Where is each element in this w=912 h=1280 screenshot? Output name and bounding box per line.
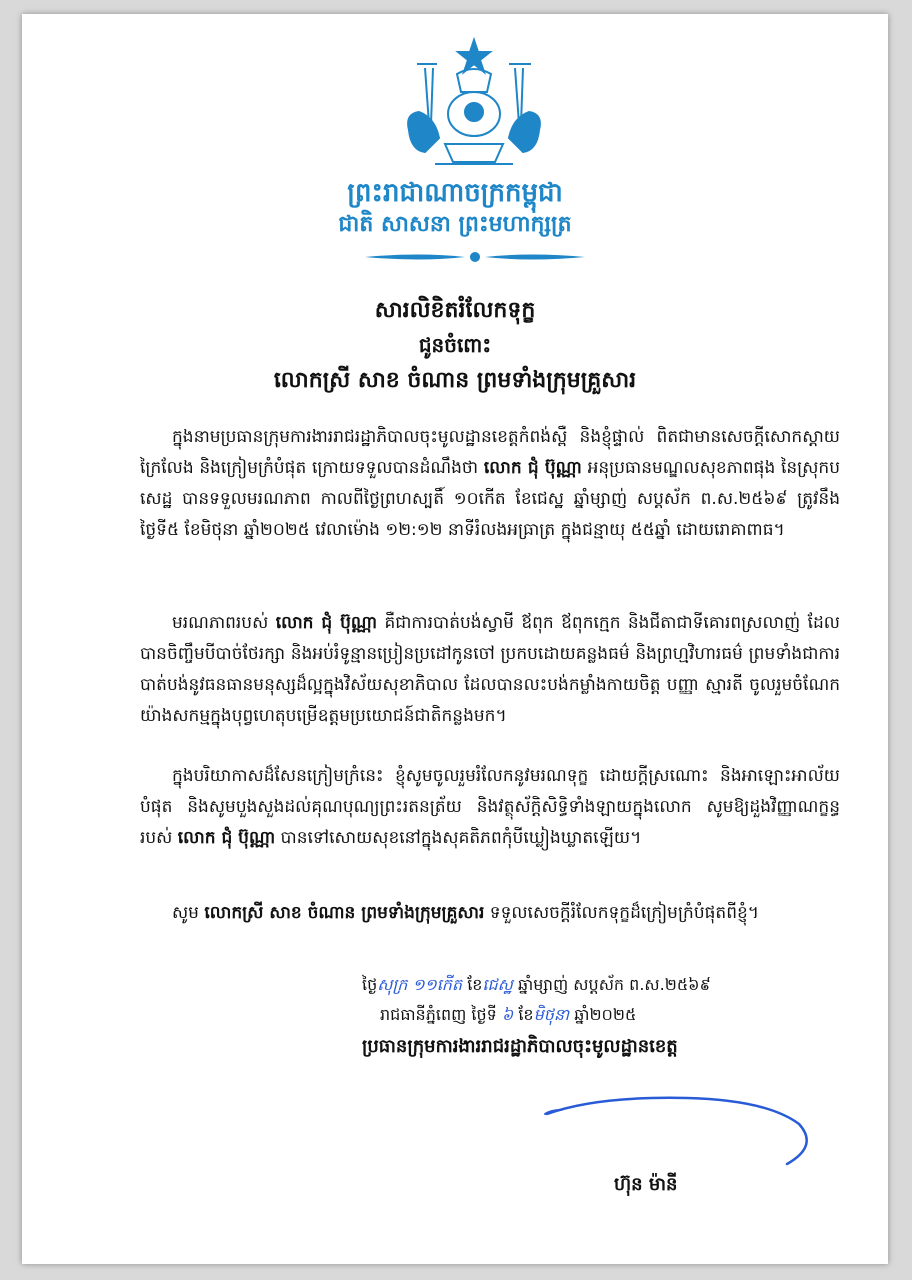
letter-page <box>22 14 888 1264</box>
paragraph-3 <box>140 761 840 854</box>
letter-recipient: លោកស្រី សាខ ចំណាន ព្រមទាំងក្រុមគ្រួសារ <box>273 368 637 393</box>
date-place-prefix: រាជធានីភ្នំពេញ ថ្ងៃទី <box>380 1005 497 1024</box>
paragraph-2-text-b: គឺជាការបាត់បង់ស្វាមី ឪពុក ឪពុកក្មេក និងជីតាជាទីគោរពស្រលាញ់ ដែលបានចិញ្ចឹមបីបាច់ថែរក្សា និងអប់រំទូន្មានប្រៀនប្រដៅកូនចៅ ប្រកបដោយគន្លងធម៌ និងព្រហ្មវិហារធម៌ ព្រមទាំងជាការបាត់បង់នូវធនធានមនុស្សដ៏ល្អក្នុងវិស័យសុខាភិបាល ដែលបានលះបង់កម្លាំងកាយចិត្ត បញ្ញា ស្មារតី ចូលរួមចំណែកយ៉ាងសកម្មក្នុងបុព្វហេតុបម្រើឧត្តមប្រយោជន៍ជាតិកន្លងមក។ <box>140 613 840 726</box>
deceased-name: លោក ជុំ ប៊ុណ្ណា <box>483 458 582 478</box>
deceased-name: លោក ជុំ ប៊ុណ្ណា <box>177 828 276 848</box>
paragraph-1-text-a: ក្នុងនាមប្រធានក្រុមការងាររាជរដ្ឋាភិបាលចុះមូលដ្ឋានខេត្តកំពង់ស្ពឺ និងខ្ញុំផ្ទាល់ ពិតជាមានសេចក្តីសោកស្តាយក្រៃលែង និងក្រៀមក្រំបំផុត ក្រោយទទួលបានដំណឹងថា <box>140 427 840 478</box>
divider-ornament <box>365 250 585 264</box>
date-year2: ឆ្នាំ២០២៥ <box>574 1005 637 1024</box>
paragraph-4 <box>140 898 840 929</box>
date-year-text: ឆ្នាំម្សាញ់ សប្តស័ក ព.ស.២៥៦៩ <box>517 975 711 994</box>
paragraph-1-text-b: អនុប្រធានមណ្ឌលសុខភាពផុង នៃស្រុកបសេដ្ឋ បានទទួលមរណភាព កាលពីថ្ងៃព្រហស្បតិ៍ ១០កើត ខែជេស្ឋ ឆ្នាំម្សាញ់ សប្តស័ក ព.ស.២៥៦៩ ត្រូវនឹងថ្ងៃទី៥ ខែមិថុនា ឆ្នាំ២០២៥ វេលាម៉ោង ១២:១២ នាទីរំលងអធ្រាត្រ ក្នុងជន្មាយុ ៥៥ឆ្នាំ ដោយរោគាពាធ។ <box>140 458 841 540</box>
date-day-prefix: ថ្ងៃ <box>362 975 378 994</box>
date-month-prefix: ខែ <box>467 975 483 994</box>
national-motto: ជាតិ សាសនា ព្រះមហាក្សត្រ <box>338 212 572 237</box>
date-month2-prefix: ខែ <box>518 1005 534 1024</box>
handwritten-month: មិថុនា <box>533 1005 570 1024</box>
paragraph-4-text-a: សូម <box>172 903 199 923</box>
kingdom-heading: ព្រះរាជាណាចក្រកម្ពុជា <box>347 178 563 208</box>
recipient-name: លោកស្រី សាខ ចំណាន ព្រមទាំងក្រុមគ្រួសារ <box>204 903 485 923</box>
handwritten-lunar-month: ជេស្ឋ <box>482 975 513 994</box>
deceased-name: លោក ជុំ ប៊ុណ្ណា <box>275 613 378 633</box>
paragraph-2-text-a: មរណភាពរបស់ <box>172 613 269 633</box>
paragraph-4-text-b: ទទួលសេចក្តីរំលែកទុក្ខដ៏ក្រៀមក្រំបំផុតពីខ្ញុំ។ <box>489 903 759 923</box>
handwritten-lunar-day: សុក្រ ១១កើត <box>377 975 463 994</box>
handwritten-day-number: ៦ <box>501 1005 514 1024</box>
signatory-name: ហ៊ុន ម៉ានី <box>614 1174 678 1195</box>
royal-emblem <box>395 34 553 174</box>
letter-addressed-to: ជូនចំពោះ <box>418 333 492 357</box>
solar-date-line <box>380 1004 636 1028</box>
lunar-date-line <box>362 974 711 998</box>
paragraph-2 <box>140 608 840 732</box>
letter-title: សារលិខិតរំលែកទុក្ខ <box>374 298 536 323</box>
signatory-office: ប្រធានក្រុមការងាររាជរដ្ឋាភិបាលចុះមូលដ្ឋានខេត្ត <box>362 1036 678 1057</box>
paragraph-3-text-a: ក្នុងបរិយាកាសដ៏សែនក្រៀមក្រំនេះ ខ្ញុំសូមចូលរួមរំលែកនូវមរណទុក្ខ ដោយក្តីស្រណោះ និងអាឡោះអាល័យបំផុត និងសូមបួងសួងដល់គុណបុណ្យព្រះរតនត្រ័យ និងវត្ថុស័ក្តិសិទ្ធិទាំងឡាយក្នុងលោក សូមឱ្យដួងវិញ្ញាណក្ខន្ធរបស់ <box>140 766 840 848</box>
paragraph-3-text-b: បានទៅសោយសុខនៅក្នុងសុគតិភពកុំបីឃ្លៀងឃ្លាតឡើយ។ <box>280 828 642 848</box>
paragraph-1 <box>140 422 840 546</box>
